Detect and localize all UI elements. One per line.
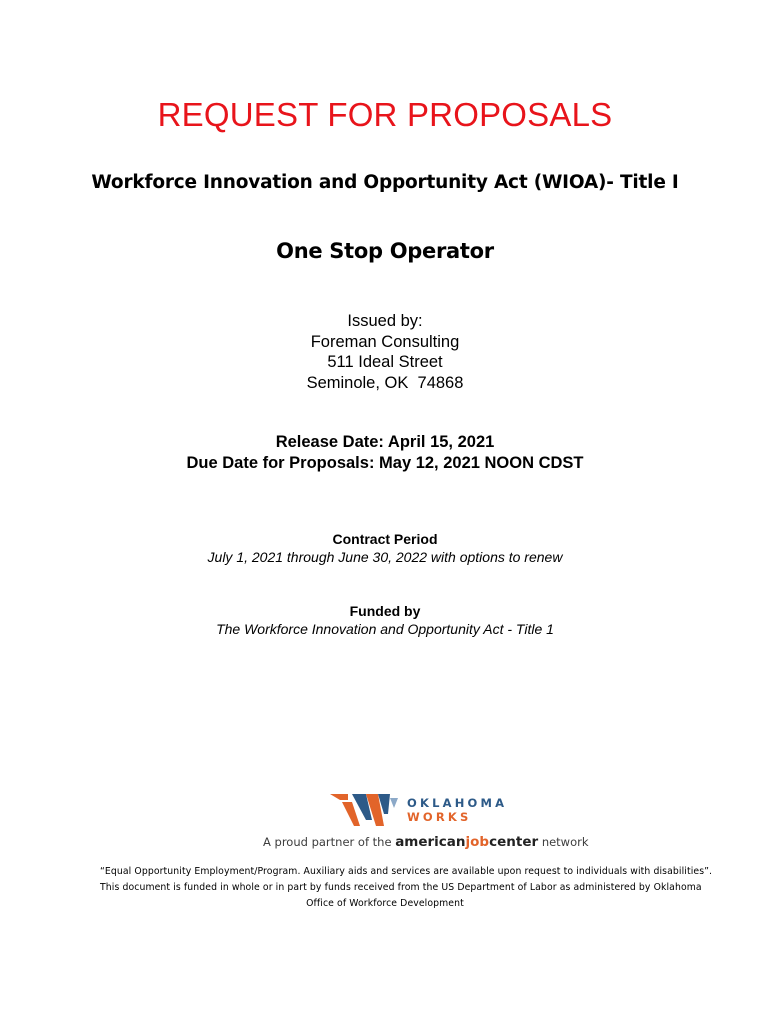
release-date: Release Date: April 15, 2021	[275, 433, 495, 451]
funded-by-label: Funded by	[349, 603, 421, 619]
partner-suffix: network	[541, 835, 589, 849]
contract-period-value: July 1, 2021 through June 30, 2022 with options to renew	[207, 549, 563, 565]
partner-prefix: A proud partner of the	[263, 835, 392, 849]
dates-block	[0, 432, 770, 474]
ajc-american: american	[395, 834, 466, 850]
due-date: Due Date for Proposals: May 12, 2021 NOON CDST	[186, 454, 584, 472]
footer-line-2: This document is funded in whole or in part by funds received from the US Department of Labor as administered by Oklahoma	[100, 882, 702, 893]
issuer-block	[0, 311, 770, 393]
footer-line-1: “Equal Opportunity Employment/Program. Auxiliary aids and services are available upon request to individuals with disabilities”.	[100, 866, 713, 877]
contract-period-label: Contract Period	[332, 531, 438, 547]
issuer-name: Foreman Consulting	[310, 332, 460, 351]
eeo-footer	[100, 864, 713, 912]
page-title: REQUEST FOR PROPOSALS	[157, 96, 613, 133]
issuer-street: 511 Ideal Street	[327, 353, 443, 371]
oklahoma-works-mark-icon	[330, 790, 402, 830]
oklahoma-works-wordmark	[407, 796, 507, 824]
funded-by-value: The Workforce Innovation and Opportunity Act - Title 1	[216, 621, 554, 637]
oklahoma-works-logo	[330, 790, 520, 830]
ajc-center: center	[489, 834, 539, 850]
american-job-center-wordmark	[395, 834, 538, 850]
document-subtitle: Workforce Innovation and Opportunity Act (WIOA)- Title I	[91, 172, 679, 193]
partner-tagline	[263, 834, 589, 850]
ajc-job: job	[465, 834, 490, 850]
position-heading: One Stop Operator	[276, 239, 494, 263]
footer-line-3: Office of Workforce Development	[306, 898, 464, 909]
logo-line-oklahoma: OKLAHOMA	[407, 796, 508, 810]
logo-line-works: WORKS	[407, 810, 472, 824]
issuer-city: Seminole, OK 74868	[306, 373, 464, 392]
issued-label: Issued by:	[347, 312, 423, 330]
